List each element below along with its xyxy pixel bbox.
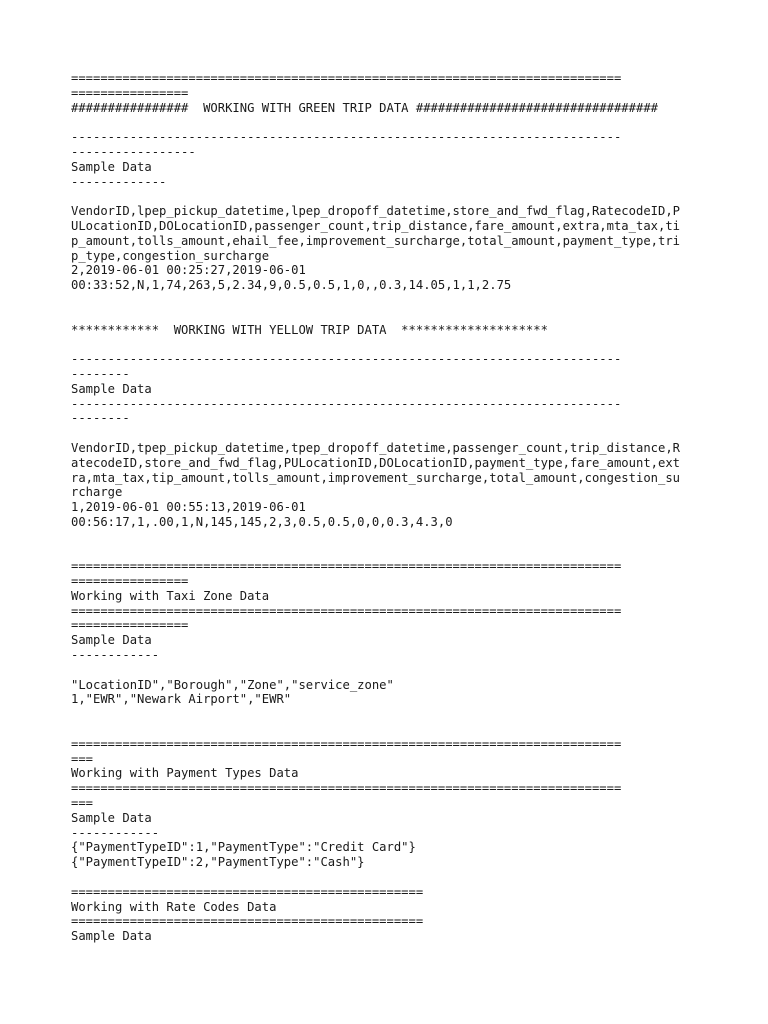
separator-rule: --------------------------------------------------------------------------- [71, 352, 622, 367]
section-heading: ################ WORKING WITH GREEN TRIP DATA ################################# [71, 100, 658, 115]
green-section [71, 71, 697, 293]
data-line: rcharge [71, 485, 123, 500]
section-heading: Working with Taxi Zone Data [71, 588, 270, 603]
sample-data-label: Sample Data [71, 159, 152, 174]
separator-rule: =========================================================================== [71, 71, 622, 85]
separator-rule: ================================================ [71, 914, 424, 929]
separator-rule: ================================================ [71, 884, 424, 899]
document-page [71, 71, 697, 944]
separator-rule: ================ [71, 574, 189, 589]
sample-data-label: Sample Data [71, 810, 152, 825]
separator-rule: ------------ [71, 648, 160, 663]
data-line: VendorID,tpep_pickup_datetime,tpep_dropoff_datetime,passenger_count,trip_distance,R [71, 440, 681, 455]
separator-rule: --------------------------------------------------------------------------- [71, 130, 622, 145]
data-line: p_amount,tolls_amount,ehail_fee,improvement_surcharge,total_amount,payment_type,tri [71, 233, 681, 248]
separator-rule: --------------------------------------------------------------------------- [71, 396, 622, 411]
rate-codes-section [71, 885, 697, 944]
data-line: 1,2019-06-01 00:55:13,2019-06-01 [71, 500, 306, 515]
separator-rule: -------- [71, 366, 130, 381]
data-line: 00:56:17,1,.00,1,N,145,145,2,3,0.5,0.5,0,0,0.3,4.3,0 [71, 514, 453, 529]
data-line: ra,mta_tax,tip_amount,tolls_amount,improvement_surcharge,total_amount,congestion_su [71, 470, 681, 485]
separator-rule: ------------ [71, 825, 160, 840]
section-heading: Working with Rate Codes Data [71, 899, 277, 914]
data-line: 2,2019-06-01 00:25:27,2019-06-01 [71, 263, 306, 278]
separator-rule: ================ [71, 618, 189, 633]
separator-rule: ------------- [71, 174, 167, 189]
separator-rule: =========================================================================== [71, 559, 622, 574]
data-line: 00:33:52,N,1,74,263,5,2.34,9,0.5,0.5,1,0,,0.3,14.05,1,1,2.75 [71, 278, 512, 293]
data-line: p_type,congestion_surcharge [71, 248, 270, 263]
data-line: ULocationID,DOLocationID,passenger_count,trip_distance,fare_amount,extra,mta_tax,ti [71, 218, 681, 233]
payment-types-section [71, 737, 697, 870]
sample-data-label: Sample Data [71, 381, 152, 396]
data-line: VendorID,lpep_pickup_datetime,lpep_dropoff_datetime,store_and_fwd_flag,RatecodeID,P [71, 204, 681, 219]
sample-data-label: Sample Data [71, 929, 152, 944]
data-line: {"PaymentTypeID":2,"PaymentType":"Cash"} [71, 855, 365, 870]
data-line: atecodeID,store_and_fwd_flag,PULocationID,DOLocationID,payment_type,fare_amount,ext [71, 455, 681, 470]
separator-rule: =========================================================================== [71, 603, 622, 618]
separator-rule: ----------------- [71, 144, 196, 159]
data-line: 1,"EWR","Newark Airport","EWR" [71, 692, 292, 707]
separator-rule: === [71, 796, 94, 811]
taxi-zone-section [71, 559, 697, 707]
data-line: {"PaymentTypeID":1,"PaymentType":"Credit Card"} [71, 840, 416, 855]
separator-rule: -------- [71, 411, 130, 426]
separator-rule: =========================================================================== [71, 781, 622, 796]
separator-rule: ================ [71, 85, 189, 100]
sample-data-label: Sample Data [71, 633, 152, 648]
yellow-section [71, 323, 697, 530]
section-heading: Working with Payment Types Data [71, 766, 299, 781]
separator-rule: === [71, 751, 94, 766]
separator-rule: =========================================================================== [71, 736, 622, 751]
section-heading: ************ WORKING WITH YELLOW TRIP DATA ******************** [71, 322, 548, 337]
data-line: "LocationID","Borough","Zone","service_zone" [71, 677, 394, 692]
